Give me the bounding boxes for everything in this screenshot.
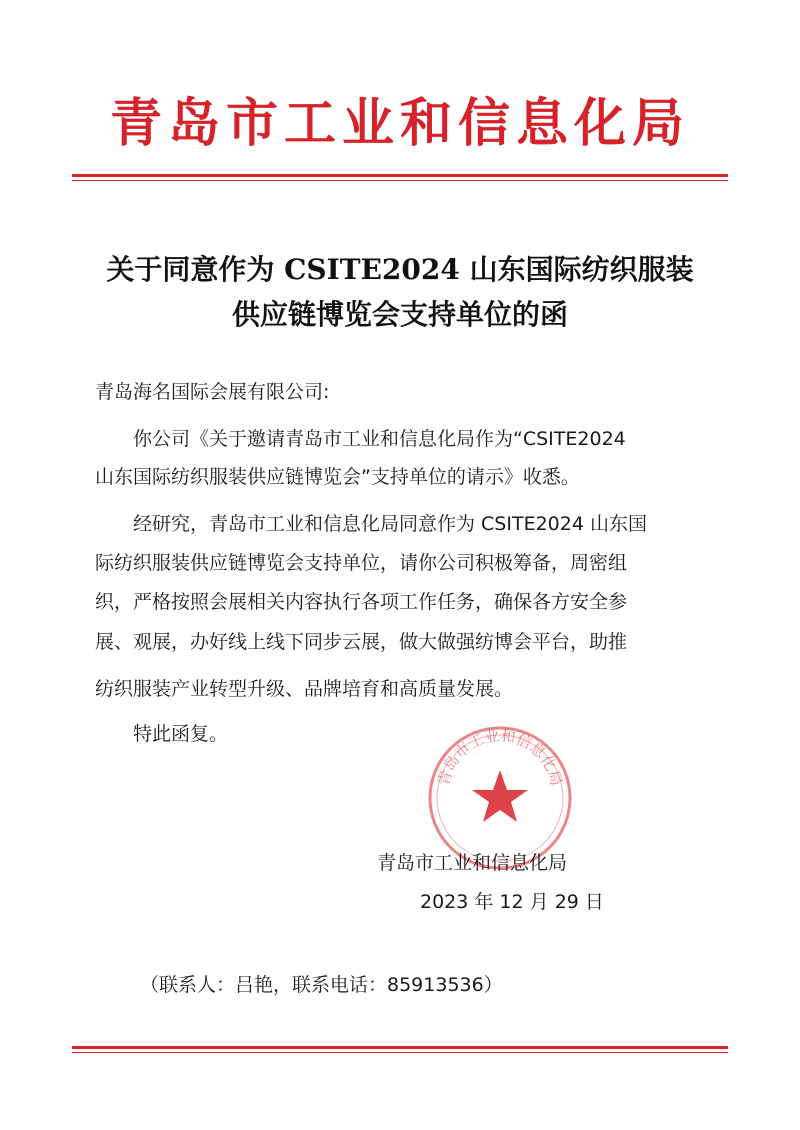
title-line-2: 供应链博览会支持单位的函: [231, 298, 568, 331]
contact-info: （联系人：吕艳，联系电话：85913536）: [140, 974, 503, 996]
footer-rule: [72, 1046, 728, 1049]
paragraph-2-line-1: 经研究，青岛市工业和信息化局同意作为 CSITE2024 山东国: [133, 513, 647, 535]
closing-line: 特此函复。: [133, 723, 229, 745]
letterhead-rule: [72, 174, 728, 177]
addressee: 青岛海名国际会展有限公司:: [95, 381, 330, 403]
paragraph-1-line-1: 你公司《关于邀请青岛市工业和信息化局作为“CSITE2024: [133, 428, 626, 450]
title-line-1: 关于同意作为 CSITE2024 山东国际纺织服装: [106, 253, 694, 286]
paragraph-2-line-2: 际纺织服装供应链博览会支持单位，请你公司积极筹备，周密组: [95, 552, 628, 574]
signature-date: 2023 年 12 月 29 日: [420, 891, 604, 913]
footer-rule-thin: [72, 1052, 728, 1053]
letterhead-rule-thin: [72, 180, 728, 181]
paragraph-2-line-4: 展、观展，办好线上线下同步云展，做大做强纺博会平台，助推: [95, 631, 628, 653]
letterhead-org-name: 青岛市工业和信息化局: [109, 93, 690, 154]
paragraph-1-line-2: 山东国际纺织服装供应链博览会”支持单位的请示》收悉。: [95, 466, 580, 488]
svg-text:青岛市工业和信息化局: 青岛市工业和信息化局: [434, 726, 566, 788]
paragraph-2-line-5: 纺织服装产业转型升级、品牌培育和高质量发展。: [95, 678, 514, 700]
paragraph-2-line-3: 织，严格按照会展相关内容执行各项工作任务，确保各方安全参: [95, 591, 628, 613]
signature-org: 青岛市工业和信息化局: [377, 852, 568, 874]
